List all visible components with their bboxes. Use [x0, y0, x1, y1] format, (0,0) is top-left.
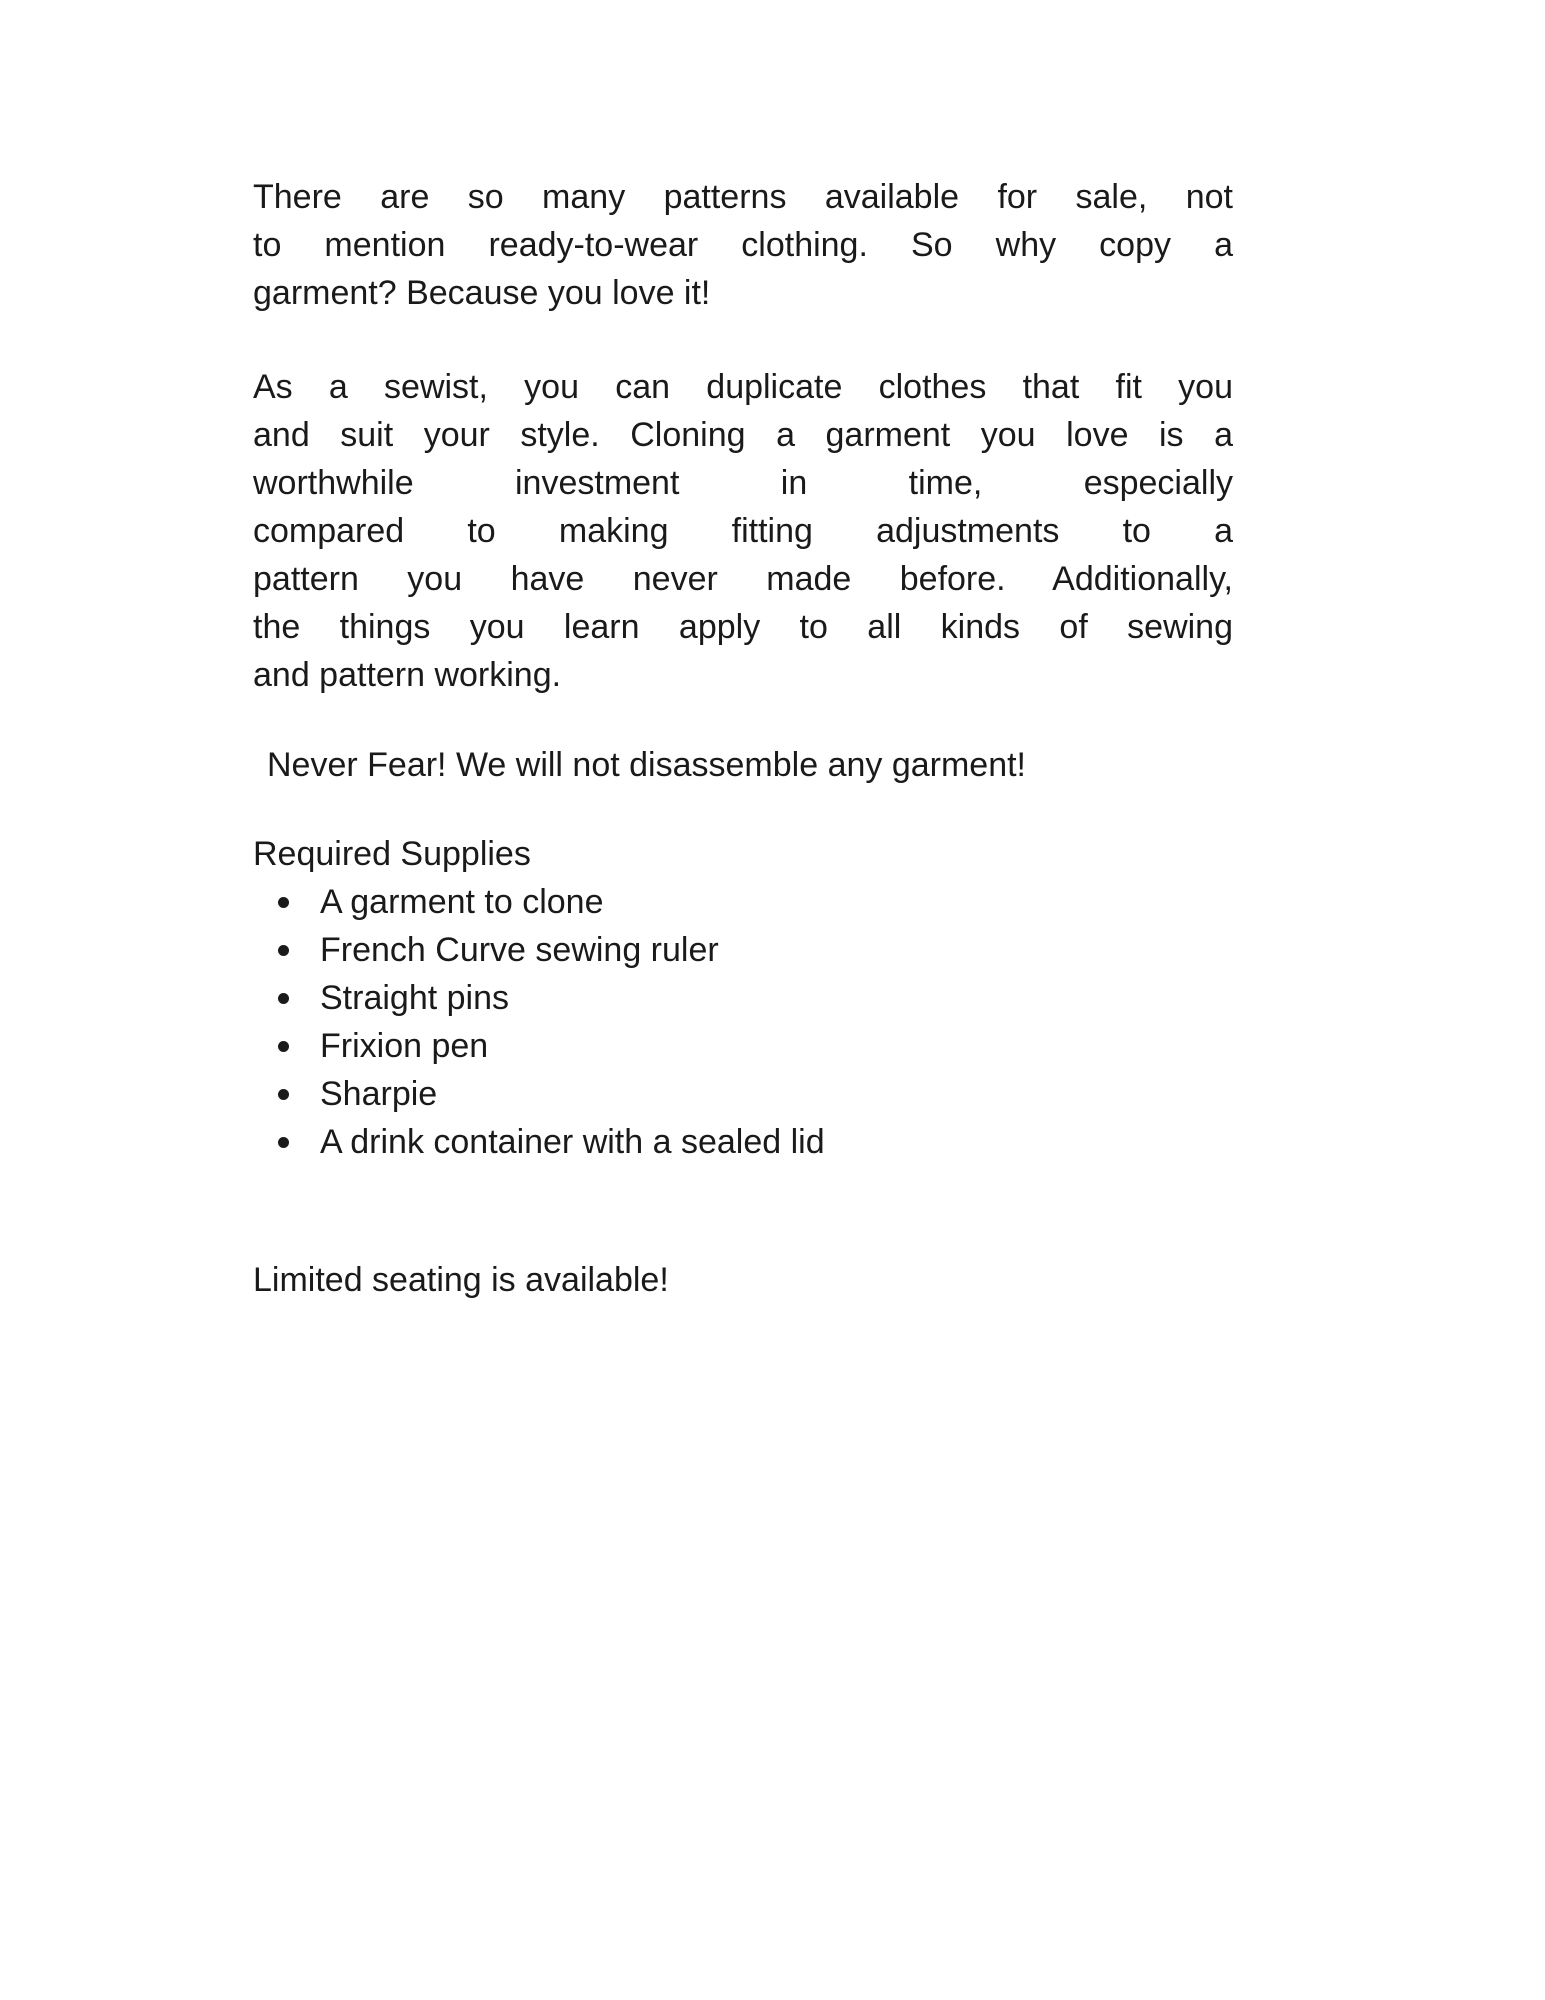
- supply-item: [253, 1070, 1233, 1118]
- supply-item-label: A garment to clone: [320, 883, 604, 921]
- supplies-list: [253, 878, 1233, 1166]
- bullet-icon: [278, 1041, 289, 1052]
- supply-item: [253, 1118, 1233, 1166]
- intro-paragraph: [253, 173, 1233, 317]
- paragraph-line: There are so many patterns available for sale, not: [253, 178, 1233, 216]
- bullet-icon: [278, 1089, 289, 1100]
- bullet-icon: [278, 1137, 289, 1148]
- bullet-icon: [278, 993, 289, 1004]
- supply-item: [253, 1022, 1233, 1070]
- supply-item-label: Sharpie: [320, 1075, 438, 1113]
- supply-item: [253, 878, 1233, 926]
- footer-note: Limited seating is available!: [253, 1261, 669, 1299]
- supply-item-label: French Curve sewing ruler: [320, 931, 719, 969]
- bullet-icon: [278, 897, 289, 908]
- paragraph-line: the things you learn apply to all kinds of sewing: [253, 608, 1233, 646]
- supply-item: [253, 974, 1233, 1022]
- bullet-icon: [278, 945, 289, 956]
- paragraph-line: and pattern working.: [253, 656, 562, 694]
- paragraph-line: As a sewist, you can duplicate clothes that fit you: [253, 368, 1233, 406]
- paragraph-line: to mention ready-to-wear clothing. So why copy a: [253, 226, 1233, 264]
- supplies-heading: Required Supplies: [253, 835, 531, 873]
- note-line: Never Fear! We will not disassemble any garment!: [267, 746, 1027, 784]
- paragraph-line: worthwhile investment in time, especially: [253, 464, 1233, 502]
- body-paragraph: [253, 363, 1233, 699]
- paragraph-line: compared to making fitting adjustments to a: [253, 512, 1233, 550]
- supply-item-label: Straight pins: [320, 979, 509, 1017]
- paragraph-line: garment? Because you love it!: [253, 274, 711, 312]
- supply-item-label: A drink container with a sealed lid: [320, 1123, 825, 1161]
- paragraph-line: pattern you have never made before. Additionally,: [253, 560, 1233, 598]
- supply-item-label: Frixion pen: [320, 1027, 489, 1065]
- paragraph-line: and suit your style. Cloning a garment you love is a: [253, 416, 1233, 454]
- supply-item: [253, 926, 1233, 974]
